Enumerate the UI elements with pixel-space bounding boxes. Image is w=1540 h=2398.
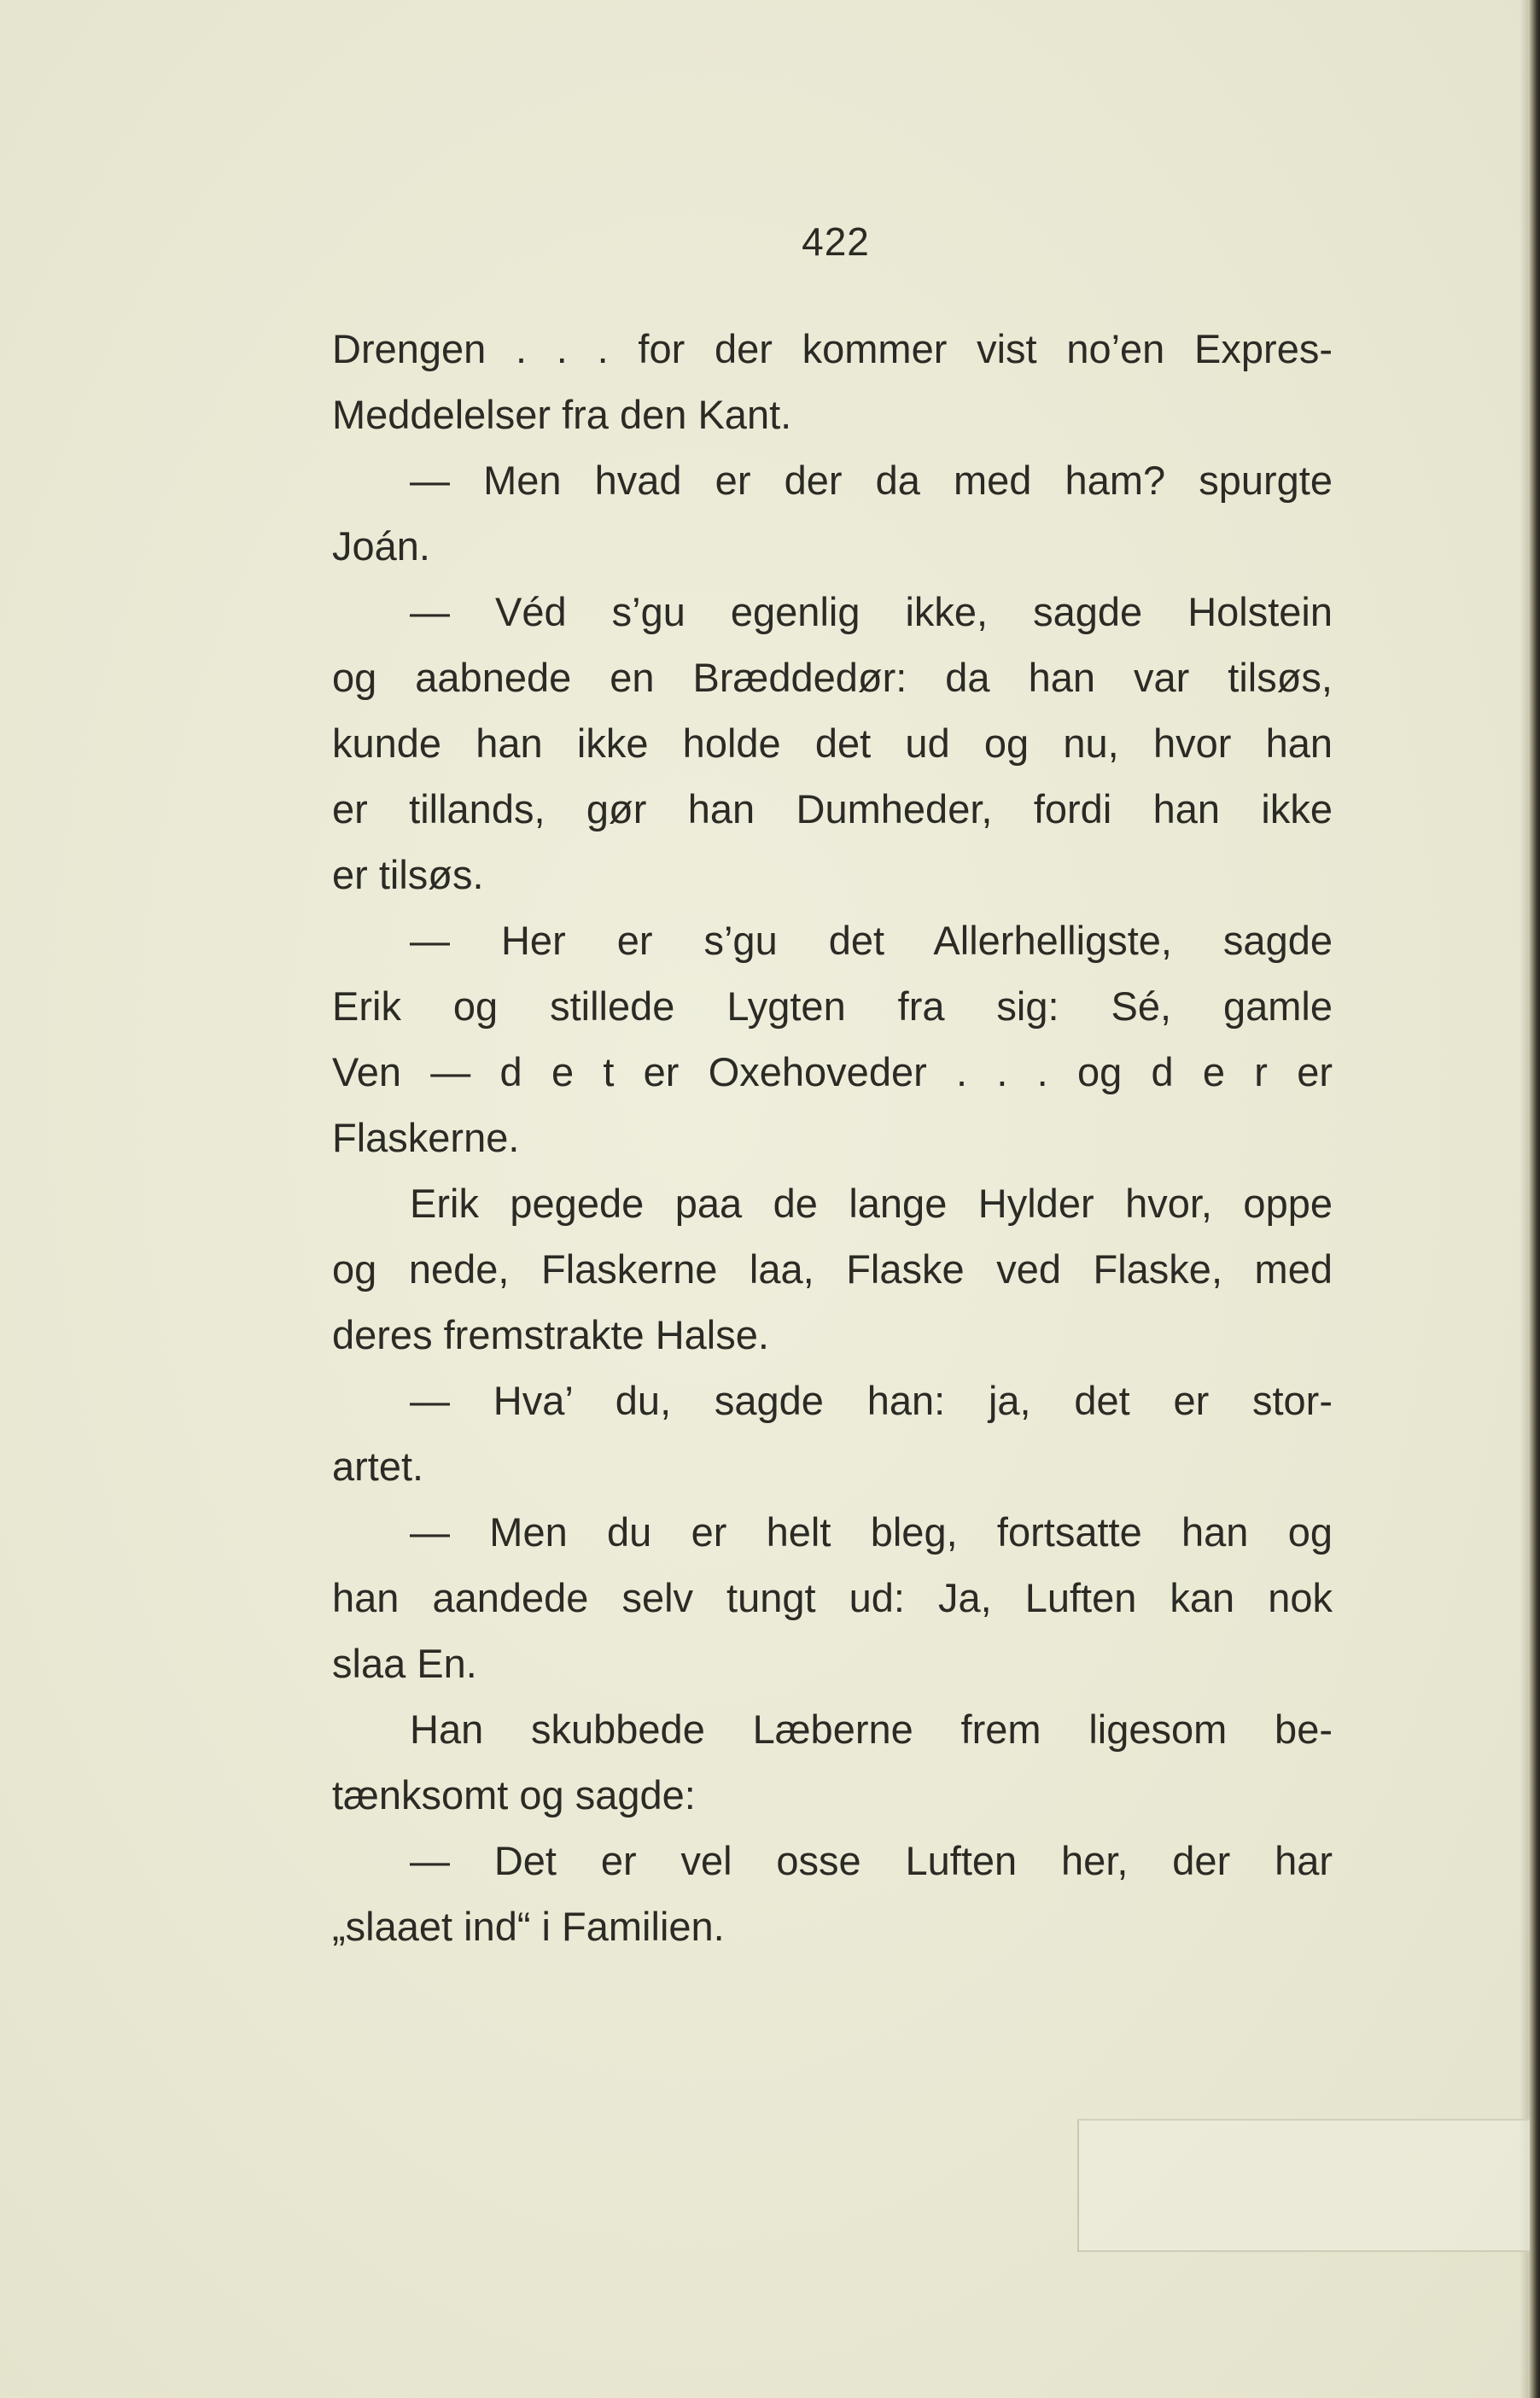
text-line: — Hva’ du, sagde han: ja, det er stor- [410, 1378, 1333, 1423]
text-line: Ven — d e t er Oxehoveder . . . og d e r er [332, 1049, 1333, 1094]
text-line: Flaskerne. [332, 1115, 520, 1160]
text-line: Drengen . . . for der kommer vist no’en Expres- [332, 326, 1333, 371]
text-line: Erik pegede paa de lange Hylder hvor, oppe [410, 1181, 1333, 1226]
text-line: „slaaet ind“ i Familien. [332, 1904, 725, 1949]
text-line: Meddelelser fra den Kant. [332, 392, 792, 437]
page-edge-shadow [1520, 0, 1528, 2398]
text-line: han aandede selv tungt ud: Ja, Luften kan nok [332, 1575, 1333, 1620]
text-line: deres fremstrakte Halse. [332, 1312, 769, 1357]
text-line: artet. [332, 1444, 424, 1489]
text-line: er tilsøs. [332, 852, 484, 897]
text-line: Han skubbede Læberne frem ligesom be- [410, 1707, 1333, 1752]
page-edge [1528, 0, 1540, 2398]
text-line: Joán. [332, 523, 430, 569]
text-line: — Det er vel osse Luften her, der har [410, 1838, 1333, 1883]
body-text [332, 316, 1333, 1959]
text-line: og aabnede en Bræddedør: da han var tilsøs, [332, 655, 1333, 700]
text-line: — Men du er helt bleg, fortsatte han og [410, 1509, 1333, 1555]
text-line: — Her er s’gu det Allerhelligste, sagde [410, 918, 1333, 963]
page-number: 422 [802, 219, 870, 264]
text-line: — Véd s’gu egenlig ikke, sagde Holstein [410, 589, 1333, 634]
text-line: og nede, Flaskerne laa, Flaske ved Flaske, med [332, 1246, 1333, 1292]
text-line: tænksomt og sagde: [332, 1772, 696, 1817]
text-line: er tillands, gør han Dumheder, fordi han ikke [332, 786, 1333, 831]
text-line: kunde han ikke holde det ud og nu, hvor han [332, 721, 1333, 766]
text-line: slaa En. [332, 1641, 477, 1686]
paper-slip [1077, 2119, 1530, 2252]
text-line: — Men hvad er der da med ham? spurgte [410, 458, 1333, 503]
text-line: Erik og stillede Lygten fra sig: Sé, gamle [332, 983, 1333, 1029]
